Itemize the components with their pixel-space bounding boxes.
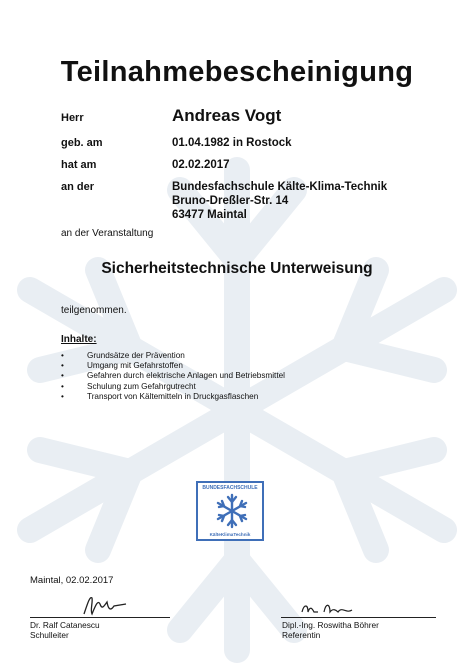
field-location [61, 181, 94, 193]
school-stamp [196, 481, 264, 541]
bullet-icon: • [61, 371, 64, 381]
address-line: 63477 Maintal [172, 209, 247, 221]
event-intro: an der Veranstaltung [61, 228, 154, 239]
field-birth [61, 137, 103, 149]
stamp-snowflake-icon [214, 493, 250, 529]
list-item: • Umgang mit Gefahrstoffen [61, 361, 183, 371]
bullet-icon: • [61, 391, 64, 401]
bullet-icon: • [61, 361, 64, 371]
right-signer [282, 620, 379, 640]
stamp-bottom-text: KälteKlimaTechnik [209, 532, 251, 537]
place-date: Maintal, 02.02.2017 [30, 575, 114, 586]
signer-name: Dr. Ralf Catanescu [30, 620, 100, 630]
certificate-title: Teilnahmebescheinigung [60, 56, 414, 88]
list-item: • Gefahren durch elektrische Anlagen und Betriebsmittel [61, 371, 285, 381]
field-label: Herr [61, 112, 84, 124]
event-title: Sicherheitstechnische Unterweisung [101, 260, 373, 277]
participant-name: Andreas Vogt [172, 106, 282, 125]
contents-heading: Inhalte: [61, 334, 97, 345]
signer-name: Dipl.-Ing. Roswitha Böhrer [282, 620, 379, 630]
signature-left-icon [80, 594, 130, 618]
address-line: Bundesfachschule Kälte-Klima-Technik [172, 181, 388, 193]
list-item: • Schulung zum Gefahrgutrecht [61, 381, 196, 391]
date-value: 02.02.2017 [172, 159, 230, 171]
field-salutation [61, 112, 84, 124]
signer-role: Referentin [282, 630, 321, 640]
birth-value: 01.04.1982 in Rostock [172, 137, 292, 149]
list-item: • Grundsätze der Prävention [61, 351, 185, 360]
signature-line-right [281, 617, 436, 618]
signature-right-icon [300, 600, 360, 618]
field-date [61, 159, 96, 171]
address-line: Bruno-Dreßler-Str. 14 [172, 195, 289, 207]
bullet-icon: • [61, 351, 64, 360]
field-label: hat am [61, 159, 97, 171]
bullet-icon: • [61, 381, 64, 391]
location-value [172, 180, 387, 222]
field-label: an der [61, 181, 95, 193]
contents-list [61, 351, 285, 402]
signer-role: Schulleiter [30, 630, 69, 640]
left-signer [30, 620, 100, 640]
signature-line-left [30, 617, 170, 618]
field-label: geb. am [61, 137, 103, 149]
list-item: • Transport von Kältemitteln in Druckgasflaschen [61, 391, 259, 401]
stamp-top-text: BUNDESFACHSCHULE [202, 485, 258, 491]
participated-text: teilgenommen. [61, 305, 127, 316]
